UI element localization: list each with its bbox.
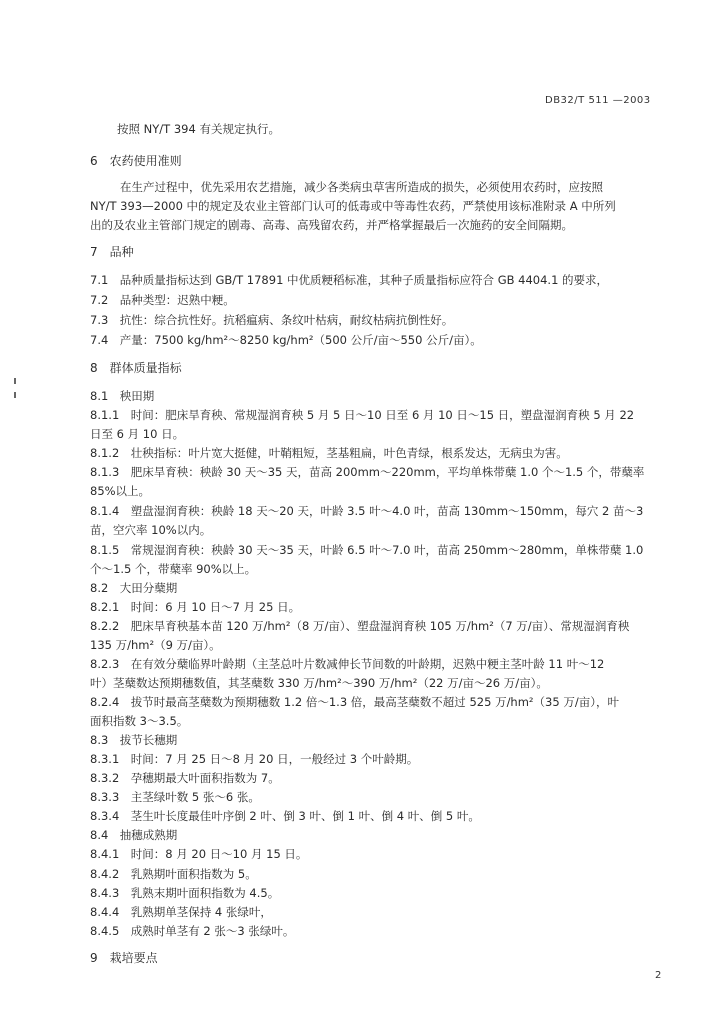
text-line: 8.4.5 成熟时单茎有 2 张～3 张绿叶。 xyxy=(90,924,295,938)
text-line: 8.1.4 塑盘湿润育秧：秧龄 18 天～20 天，叶龄 3.5 叶～4.0 叶，苗高 130mm～150mm，每穴 2 苗～3 xyxy=(90,504,644,518)
text-line: 8.1.5 常规湿润育秧：秧龄 30 天～35 天，叶龄 6.5 叶～7.0 叶，苗高 250mm～280mm，单株带蘖 1.0 xyxy=(90,543,644,557)
text-line: 8.4.2 乳熟期叶面积指数为 5。 xyxy=(90,867,257,881)
text-line: 出的及农业主管部门规定的剧毒、高毒、高残留农药，并严格掌握最后一次施药的安全间隔期。 xyxy=(90,218,573,232)
text-line: 8.4.3 乳熟末期叶面积指数为 4.5。 xyxy=(90,886,280,900)
text-line: 8.3.4 茎生叶长度最佳叶序倒 2 叶、倒 3 叶、倒 1 叶、倒 4 叶、倒 5 叶。 xyxy=(90,809,480,823)
text-line: 85%以上。 xyxy=(90,484,151,498)
text-line: 8.4.1 时间：8 月 20 日～10 月 15 日。 xyxy=(90,847,308,861)
text-line: 8.2.3 在有效分蘖临界叶龄期（主茎总叶片数减伸长节间数的叶龄期，迟熟中粳主茎叶龄 11 叶～12 xyxy=(90,657,605,671)
text-line: 叶）茎蘖数达预期穗数值，其茎蘖数 330 万/hm²～390 万/hm²（22 万/亩～26 万/亩）。 xyxy=(90,676,548,690)
text-line: 8.4.4 乳熟期单茎保持 4 张绿叶， xyxy=(90,905,272,919)
text-line: 8.2.1 时间：6 月 10 日～7 月 25 日。 xyxy=(90,600,301,614)
subsection-heading: 8.3 拔节长穗期 xyxy=(90,733,178,747)
text-line: 7.2 品种类型：迟熟中粳。 xyxy=(90,293,235,307)
text-line: NY/T 393—2000 中的规定及农业主管部门认可的低毒或中等毒性农药，严禁使用该标准附录 A 中所列 xyxy=(90,199,616,213)
text-line: 在生产过程中，优先采用农艺措施，减少各类病虫草害所造成的损失，必须使用农药时，应按照 xyxy=(120,180,603,194)
text-line: 7.4 产量：7500 kg/hm²～8250 kg/hm²（500 公斤/亩～550 公斤/亩）。 xyxy=(90,333,482,347)
text-line: 8.3.1 时间：7 月 25 日～8 月 20 日，一般经过 3 个叶龄期。 xyxy=(90,752,419,766)
text-line: 135 万/hm²（9 万/亩）。 xyxy=(90,638,221,652)
text-line: 苗，空穴率 10%以内。 xyxy=(90,523,212,537)
subsection-heading: 8.1 秧田期 xyxy=(90,389,155,403)
text-line: 8.2.2 肥床旱育秧基本苗 120 万/hm²（8 万/亩）、塑盘湿润育秧 105 万/hm²（7 万/亩）、常规湿润育秧 xyxy=(90,619,630,633)
section-heading: 7 品种 xyxy=(90,245,134,259)
scan-mark xyxy=(14,392,16,398)
text-line: 日至 6 月 10 日。 xyxy=(90,427,185,441)
text-line: 面积指数 3～3.5。 xyxy=(90,714,189,728)
text-line: 8.3.2 孕穗期最大叶面积指数为 7。 xyxy=(90,771,280,785)
subsection-heading: 8.4 抽穗成熟期 xyxy=(90,828,178,842)
text-line: 8.2.4 拔节时最高茎蘖数为预期穗数 1.2 倍～1.3 倍，最高茎蘖数不超过 525 万/hm²（35 万/亩），叶 xyxy=(90,695,619,709)
section-heading: 9 栽培要点 xyxy=(90,951,158,965)
text-line: 按照 NY/T 394 有关规定执行。 xyxy=(117,122,280,136)
text-line: 7.3 抗性：综合抗性好。抗稻瘟病、条纹叶枯病，耐纹枯病抗倒性好。 xyxy=(90,313,454,327)
section-heading: 6 农药使用准则 xyxy=(90,154,182,168)
text-line: 7.1 品种质量指标达到 GB/T 17891 中优质粳稻标准，其种子质量指标应符合 GB 4404.1 的要求， xyxy=(90,273,609,287)
standard-number: DB32/T 511 —2003 xyxy=(545,95,651,106)
text-line: 8.1.3 肥床旱育秧：秧龄 30 天～35 天，苗高 200mm～220mm，平均单株带蘖 1.0 个～1.5 个，带蘖率 xyxy=(90,465,645,479)
text-line: 8.1.1 时间：肥床旱育秧、常规湿润育秧 5 月 5 日～10 日至 6 月 10 日～15 日，塑盘湿润育秧 5 月 22 xyxy=(90,408,635,422)
text-line: 个～1.5 个，带蘖率 90%以上。 xyxy=(90,562,257,576)
subsection-heading: 8.2 大田分蘖期 xyxy=(90,581,178,595)
text-line: 8.3.3 主茎绿叶数 5 张～6 张。 xyxy=(90,790,260,804)
section-heading: 8 群体质量指标 xyxy=(90,361,182,375)
page-number: 2 xyxy=(655,970,662,981)
text-line: 8.1.2 壮秧指标：叶片宽大挺健，叶鞘粗短，茎基粗扁，叶色青绿，根系发达，无病虫为害。 xyxy=(90,446,568,460)
scan-mark xyxy=(14,378,16,384)
